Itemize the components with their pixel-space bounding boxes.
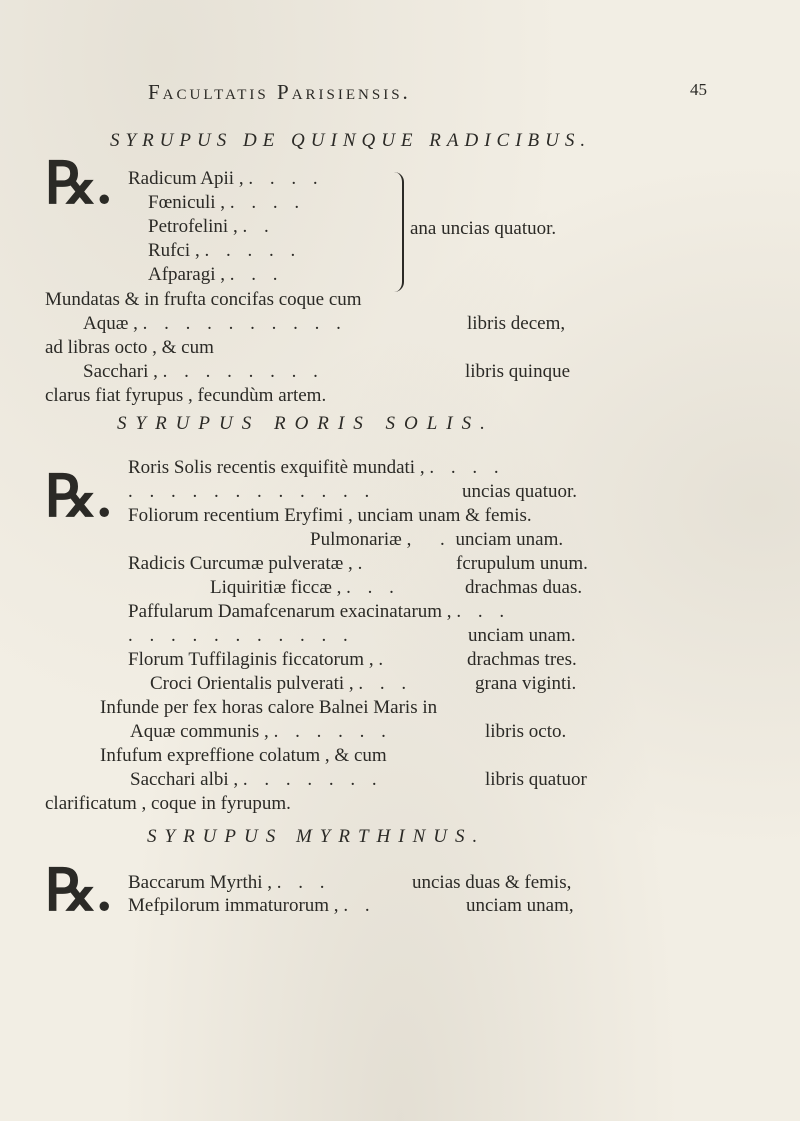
text-line: Fœniculi , . . . . bbox=[148, 192, 306, 213]
text-line: . . . . . . . . . . . . bbox=[128, 481, 376, 502]
text-line: Liquiritiæ ficcæ , . . . bbox=[210, 577, 400, 598]
recipe-symbol: ℞. bbox=[45, 858, 112, 923]
text-line: Foliorum recentium Eryfimi , unciam unam & femis. bbox=[128, 505, 532, 526]
text-line: . unciam unam. bbox=[440, 529, 564, 550]
text-line: libris quinque bbox=[465, 361, 571, 382]
text-line: Mefpilorum immaturorum , . . bbox=[128, 895, 376, 916]
text-line: Roris Solis recentis exquifitè mundati , . . . . bbox=[128, 457, 505, 478]
text-line: unciam unam, bbox=[466, 895, 574, 916]
text-line: Infufum expreffione colatum , & cum bbox=[100, 745, 387, 766]
text-line: Florum Tuffilaginis ficcatorum , . bbox=[128, 649, 390, 670]
text-line: . . . . . . . . . . . bbox=[128, 625, 354, 646]
text-line: Paffularum Damafcenarum exacinatarum , . . . bbox=[128, 601, 511, 622]
text-line: unciam unam. bbox=[468, 625, 576, 646]
text-line: Sacchari albi , . . . . . . . bbox=[130, 769, 383, 790]
text-line: uncias duas & femis, bbox=[412, 872, 572, 893]
text-line: clarus fiat fyrupus , fecundùm artem. bbox=[45, 385, 327, 406]
recipe-symbol: ℞. bbox=[45, 464, 112, 529]
text-line: Radicis Curcumæ pulveratæ , . bbox=[128, 553, 369, 574]
text-line: ad libras octo , & cum bbox=[45, 337, 214, 358]
running-head: Facultatis Parisiensis. bbox=[148, 80, 411, 104]
text-line: fcrupulum unum. bbox=[456, 553, 588, 574]
text-line: Croci Orientalis pulverati , . . . bbox=[150, 673, 413, 694]
text-line: uncias quatuor. bbox=[462, 481, 578, 502]
text-line: Aquæ communis , . . . . . . bbox=[130, 721, 392, 742]
text-line: drachmas duas. bbox=[465, 577, 583, 598]
section-title: SYRUPUS MYRTHINUS. bbox=[147, 826, 486, 847]
text-line: Infunde per fex horas calore Balnei Maris in bbox=[100, 697, 438, 718]
recipe-symbol: ℞. bbox=[45, 151, 112, 216]
text-line: libris decem, bbox=[467, 313, 566, 334]
text-line: Sacchari , . . . . . . . . bbox=[83, 361, 324, 382]
text-line: libris octo. bbox=[485, 721, 567, 742]
text-line: Pulmonariæ , bbox=[310, 529, 412, 550]
text-line: ana uncias quatuor. bbox=[410, 218, 557, 239]
text-line: Petrofelini , . . bbox=[148, 216, 275, 237]
page-number: 45 bbox=[690, 80, 707, 99]
section-title: SYRUPUS DE QUINQUE RADICIBUS. bbox=[110, 130, 592, 151]
text-line: clarificatum , coque in fyrupum. bbox=[45, 793, 291, 814]
text-line: Afparagi , . . . bbox=[148, 264, 284, 285]
text-line: libris quatuor bbox=[485, 769, 587, 790]
text-line: drachmas tres. bbox=[467, 649, 577, 670]
text-line: Radicum Apii , . . . . bbox=[128, 168, 324, 189]
section-title: SYRUPUS RORIS SOLIS. bbox=[117, 413, 494, 434]
text-line: grana viginti. bbox=[475, 673, 577, 694]
text-line: Baccarum Myrthi , . . . bbox=[128, 872, 331, 893]
text-line: Mundatas & in frufta concifas coque cum bbox=[45, 289, 362, 310]
text-line: Aquæ , . . . . . . . . . . bbox=[83, 313, 347, 334]
text-line: Rufci , . . . . . bbox=[148, 240, 302, 261]
brace-icon bbox=[392, 172, 404, 292]
